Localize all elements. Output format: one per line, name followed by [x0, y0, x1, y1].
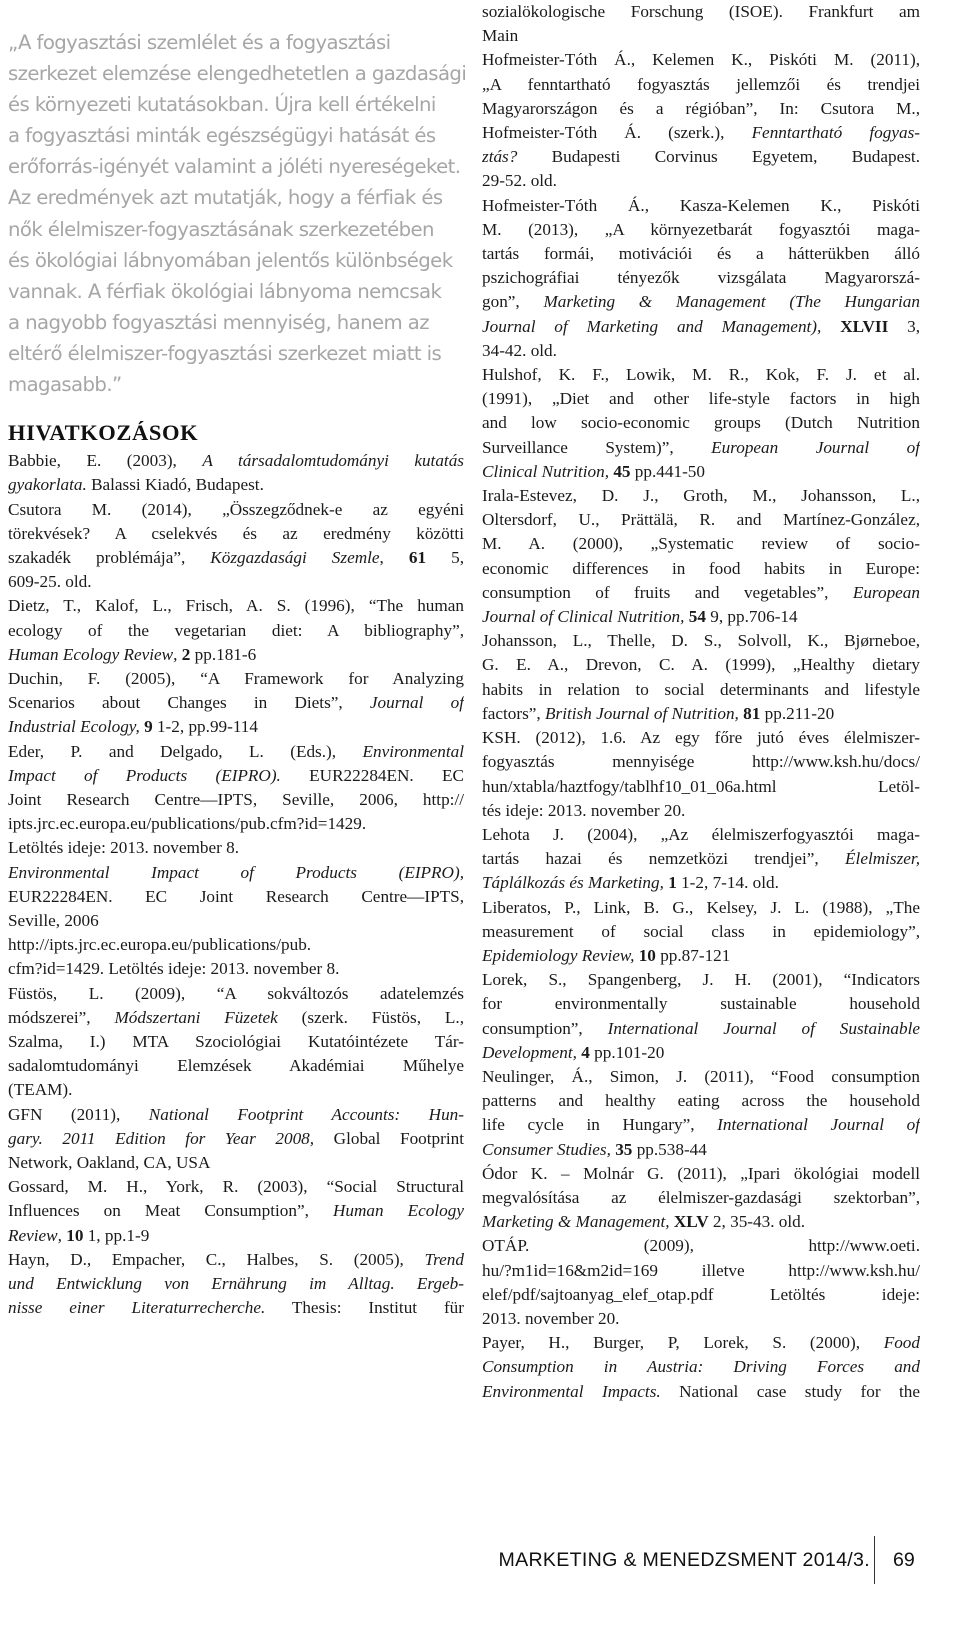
- reference-line: and low socio-economic groups (Dutch Nutrition: [482, 413, 920, 433]
- reference-line: Táplálkozás és Marketing, 1 1-2, 7-14. old.: [482, 873, 779, 893]
- reference-line: Csutora M. (2014), „Összegződnek-e az egyéni: [8, 499, 464, 519]
- reference-line: Johansson, L., Thelle, D. S., Solvoll, K., Bjørneboe,: [482, 631, 920, 651]
- reference-line: 34-42. old.: [482, 340, 557, 360]
- reference-line: Duchin, F. (2005), “A Framework for Analyzing: [8, 668, 464, 688]
- reference-line: ecology of the vegetarian diet: A bibliography”,: [8, 620, 464, 640]
- reference-line: Hofmeister-Tóth Á., Kelemen K., Piskóti M. (2011),: [482, 50, 920, 70]
- reference-line: tés ideje: 2013. november 20.: [482, 800, 686, 820]
- quote-line: eltérő élelmiszer-fogyasztási szerkezet miatt is: [8, 341, 442, 365]
- reference-line: „A fenntartható fogyasztás jellemzői és trendjei: [482, 74, 920, 94]
- reference-line: Consumption in Austria: Driving Forces and: [482, 1357, 920, 1377]
- reference-line: módszerei”, Módszertani Füzetek (szerk. Füstös, L.,: [8, 1007, 464, 1027]
- reference-line: Babbie, E. (2003), A társadalomtudományi kutatás: [8, 451, 464, 471]
- reference-line: 29-52. old.: [482, 171, 557, 191]
- reference-line: Network, Oakland, CA, USA: [8, 1153, 211, 1173]
- reference-line: Lehota J. (2004), „Az élelmiszerfogyasztói maga-: [482, 824, 920, 844]
- reference-list-right: [482, 0, 920, 1404]
- reference-line: Hofmeister-Tóth Á. (szerk.), Fenntartható fogyas-: [482, 123, 920, 143]
- reference-line: Neulinger, Á., Simon, J. (2011), “Food consumption: [482, 1066, 920, 1086]
- reference-line: Hayn, D., Empacher, C., Halbes, S. (2005), Trend: [8, 1249, 464, 1269]
- reference-line: ztás? Budapesti Corvinus Egyetem, Budapest.: [482, 147, 920, 167]
- reference-line: Letöltés ideje: 2013. november 8.: [8, 838, 240, 858]
- reference-line: Epidemiology Review, 10 pp.87-121: [482, 945, 731, 965]
- reference-line: Joint Research Centre—IPTS, Seville, 2006, http://: [8, 789, 464, 809]
- quote-line: „A fogyasztási szemlélet és a fogyasztási: [8, 31, 391, 54]
- reference-line: Human Ecology Review, 2 pp.181-6: [8, 644, 257, 664]
- reference-line: Scenarios about Changes in Diets”, Journal of: [8, 693, 464, 713]
- reference-line: patterns and healthy eating across the household: [482, 1091, 920, 1111]
- quote-line: nők élelmiszer-fogyasztásának szerkezetében: [8, 217, 434, 241]
- reference-line: Gossard, M. H., York, R. (2003), “Social Structural: [8, 1177, 464, 1197]
- reference-line: Irala-Estevez, D. J., Groth, M., Johansson, L.,: [482, 486, 920, 506]
- reference-line: Magyarországon és a régióban”, In: Csutora M.,: [482, 98, 920, 118]
- reference-line: M. (2013), „A környezetbarát fogyasztói maga-: [482, 219, 920, 239]
- reference-line: Liberatos, P., Link, B. G., Kelsey, J. L. (1988), „The: [482, 897, 920, 917]
- reference-line: for environmentally sustainable household: [482, 994, 920, 1014]
- reference-line: (TEAM).: [8, 1080, 73, 1100]
- reference-line: Lorek, S., Spangenberg, J. H. (2001), “Indicators: [482, 970, 920, 990]
- reference-line: törekvések? A cselekvés és az eredmény közötti: [8, 523, 464, 543]
- reference-line: life cycle in Hungary”, International Journal of: [482, 1115, 920, 1135]
- reference-line: Consumer Studies, 35 pp.538-44: [482, 1139, 707, 1159]
- journal-name: MARKETING & MENEDZSMENT 2014/3.: [498, 1549, 870, 1571]
- quote-line: és környezeti kutatásokban. Újra kell értékelni: [8, 93, 436, 117]
- reference-line: Szalma, I.) MTA Szociológiai Kutatóintézete Tár-: [8, 1032, 464, 1051]
- reference-line: Eder, P. and Delgado, L. (Eds.), Environmental: [8, 741, 464, 761]
- reference-line: Influences on Meat Consumption”, Human Ecology: [8, 1201, 464, 1221]
- reference-line: Impact of Products (EIPRO). EUR22284EN. EC: [8, 765, 464, 785]
- reference-line: Environmental Impacts. National case study for the: [482, 1381, 920, 1401]
- reference-line: economic differences in food habits in Europe:: [482, 558, 920, 578]
- page-footer: [500, 1541, 870, 1581]
- reference-line: (1991), „Diet and other life-style factors in high: [482, 389, 920, 409]
- references-heading: HIVATKOZÁSOK: [8, 420, 199, 446]
- reference-line: M. A. (2000), „Systematic review of socio-: [482, 534, 920, 554]
- reference-line: Environmental Impact of Products (EIPRO),: [8, 862, 464, 882]
- reference-line: 609-25. old.: [8, 572, 92, 592]
- reference-line: Surveillance System)”, European Journal of: [482, 437, 920, 457]
- quote-line: erőforrás-igényét valamint a jóléti nyereségeket.: [8, 155, 461, 179]
- quote-line: Az eredmények azt mutatják, hogy a férfiak és: [8, 186, 443, 210]
- footer-divider: [874, 1536, 875, 1584]
- reference-line: ipts.jrc.ec.europa.eu/publications/pub.cfm?id=1429.: [8, 814, 367, 834]
- reference-line: Oltersdorf, U., Prättälä, R. and Martínez-González,: [482, 510, 920, 530]
- reference-line: Payer, H., Burger, P, Lorek, S. (2000), Food: [482, 1333, 920, 1353]
- reference-line: hun/xtabla/haztfogy/tablhf10_01_06a.html Letöl-: [482, 776, 920, 796]
- quote-line: vannak. A férfiak ökológiai lábnyoma nemcsak: [8, 279, 442, 303]
- reference-line: Hulshof, K. F., Lowik, M. R., Kok, F. J. et al.: [482, 365, 920, 385]
- reference-line: und Entwicklung von Ernährung im Alltag. Ergeb-: [8, 1274, 464, 1294]
- reference-line: GFN (2011), National Footprint Accounts: Hun-: [8, 1104, 464, 1124]
- reference-line: megvalósítása az élelmiszer-gazdasági szektorban”,: [482, 1187, 920, 1207]
- pull-quote: [8, 27, 467, 400]
- reference-line: OTÁP. (2009), http://www.oeti.: [482, 1236, 920, 1256]
- reference-line: EUR22284EN. EC Joint Research Centre—IPTS,: [8, 886, 464, 906]
- reference-line: sadalomtudományi Elemzések Akadémiai Műhelye: [8, 1056, 464, 1076]
- page-number: 69: [893, 1549, 915, 1571]
- reference-line: elef/pdf/sajtoanyag_elef_otap.pdf Letöltés ideje:: [482, 1284, 920, 1304]
- left-column: [8, 0, 467, 1320]
- reference-line: Clinical Nutrition, 45 pp.441-50: [482, 461, 705, 481]
- reference-line: hu/?m1id=16&m2id=169 illetve http://www.ksh.hu/: [482, 1260, 920, 1280]
- reference-line: Industrial Ecology, 9 1-2, pp.99-114: [8, 717, 258, 737]
- reference-line: factors”, British Journal of Nutrition, 81 pp.211-20: [482, 703, 835, 723]
- reference-line: measurement of social class in epidemiology”,: [482, 921, 920, 941]
- reference-line: Marketing & Management, XLV 2, 35-43. old.: [482, 1212, 806, 1232]
- quote-line: a fogyasztási minták egészségügyi hatását és: [8, 124, 436, 148]
- reference-line: Füstös, L. (2009), “A sokváltozós adatelemzés: [8, 983, 464, 1003]
- reference-line: nisse einer Literaturrecherche. Thesis: Institut für: [8, 1298, 464, 1318]
- reference-line: gyakorlata. Balassi Kiadó, Budapest.: [8, 475, 264, 495]
- reference-line: szakadék problémája”, Közgazdasági Szemle, 61 5,: [8, 547, 464, 567]
- reference-line: gary. 2011 Edition for Year 2008, Global Footprint: [8, 1128, 464, 1148]
- reference-line: cfm?id=1429. Letöltés ideje: 2013. november 8.: [8, 959, 340, 979]
- reference-line: habits in relation to social determinants and lifestyle: [482, 679, 920, 699]
- reference-line: Review, 10 1, pp.1-9: [8, 1225, 150, 1245]
- reference-line: consumption”, International Journal of Sustainable: [482, 1018, 920, 1038]
- reference-line: http://ipts.jrc.ec.europa.eu/publications/pub.: [8, 935, 312, 955]
- reference-line: Seville, 2006: [8, 910, 99, 930]
- reference-line: Main: [482, 26, 519, 46]
- reference-line: 2013. november 20.: [482, 1308, 620, 1328]
- reference-line: G. E. A., Drevon, C. A. (1999), „Healthy dietary: [482, 655, 920, 675]
- quote-line: és ökológiai lábnyomában jelentős különbségek: [8, 248, 453, 272]
- reference-line: Journal of Clinical Nutrition, 54 9, pp.706-14: [482, 607, 798, 627]
- right-column: [482, 0, 920, 1404]
- reference-line: gon”, Marketing & Management (The Hungarian: [482, 292, 920, 312]
- quote-line: szerkezet elemzése elengedhetetlen a gazdasági: [8, 62, 467, 86]
- reference-line: fogyasztás mennyisége http://www.ksh.hu/docs/: [482, 752, 920, 772]
- reference-line: Journal of Marketing and Management), XLVII 3,: [482, 316, 920, 336]
- reference-line: Hofmeister-Tóth Á., Kasza-Kelemen K., Piskóti: [482, 195, 920, 215]
- reference-list-left: [8, 449, 464, 1320]
- reference-line: tartás hazai és nemzetközi trendjei”, Élelmiszer,: [482, 849, 920, 869]
- reference-line: pszichográfiai tényezők vizsgálata Magyarorszá-: [482, 268, 920, 288]
- reference-line: tartás formái, motivációi és a hátterükben álló: [482, 244, 920, 264]
- reference-line: sozialökologische Forschung (ISOE). Frankfurt am: [482, 2, 920, 21]
- reference-line: KSH. (2012), 1.6. Az egy főre jutó éves élelmiszer-: [482, 728, 920, 748]
- reference-line: Development, 4 pp.101-20: [482, 1042, 665, 1062]
- reference-line: Ódor K. – Molnár G. (2011), „Ipari ökológiai modell: [482, 1163, 920, 1183]
- quote-line: a nagyobb fogyasztási mennyiség, hanem az: [8, 310, 429, 334]
- quote-line: magasabb.”: [8, 373, 122, 397]
- reference-line: Dietz, T., Kalof, L., Frisch, A. S. (1996), “The human: [8, 596, 464, 616]
- reference-line: consumption of fruits and vegetables”, European: [482, 582, 920, 602]
